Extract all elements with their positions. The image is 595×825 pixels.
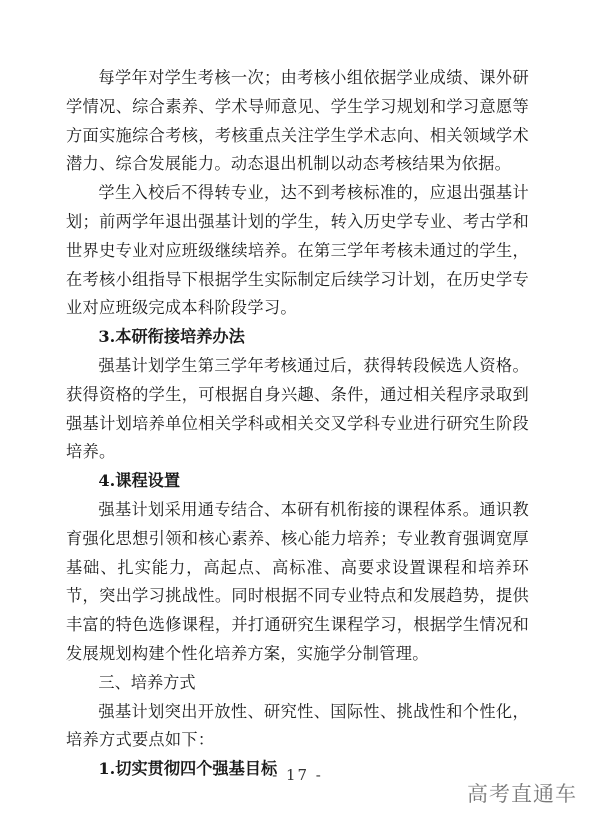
- page-number: - 17 -: [272, 766, 323, 784]
- heading-four-goals: 1.切实贯彻四个强基目标: [98, 759, 278, 779]
- heading-undergrad-grad-link: 3.本研衔接培养办法: [98, 327, 245, 347]
- paragraph-undergrad-grad-link: 强基计划学生第三学年考核通过后，获得转段候选人资格。获得资格的学生，可根据自身兴趣、条件，通过相关程序录取到强基计划培养单位相关学科或相关交叉学科专业进行研究生阶段培养。: [66, 355, 529, 462]
- paragraph-assessment: 每学年对学生考核一次；由考核小组依据学业成绩、课外研学情况、综合素养、学术导师意见、学生学习规划和学习意愿等方面实施综合考核，考核重点关注学生学术志向、相关领域学术潜力、综合发展能力。动态退出机制以动态考核结果为依据。: [66, 68, 529, 174]
- paragraph-curriculum: 强基计划采用通专结合、本研有机衔接的课程体系。通识教育强化思想引领和核心素养、核心能力培养；专业教育强调宽厚基础、扎实能力，高起点、高标准、高要求设置课程和培养环节，突出学习挑战性。同时根据不同专业特点和发展趋势，提供丰富的特色选修课程，并打通研究生课程学习，根据学生情况和发展规划构建个性化培养方案，实施学分制管理。: [66, 499, 529, 663]
- heading-curriculum: 4.课程设置: [98, 471, 181, 491]
- document-body: [66, 64, 529, 784]
- paragraph-training-methods: 强基计划突出开放性、研究性、国际性、挑战性和个性化，培养方式要点如下：: [66, 701, 529, 750]
- watermark-text: 高考直通车: [467, 782, 577, 806]
- section-heading-training-methods: 三、培养方式: [98, 672, 196, 692]
- paragraph-exit-mechanism: 学生入校后不得转专业，达不到考核标准的，应退出强基计划；前两学年退出强基计划的学生，转入历史学专业、考古学和世界史专业对应班级继续培养。在第三学年考核未通过的学生，在考核小组指导下根据学生实际制定后续学习计划，在历史学专业对应班级完成本科阶段学习。: [66, 183, 529, 318]
